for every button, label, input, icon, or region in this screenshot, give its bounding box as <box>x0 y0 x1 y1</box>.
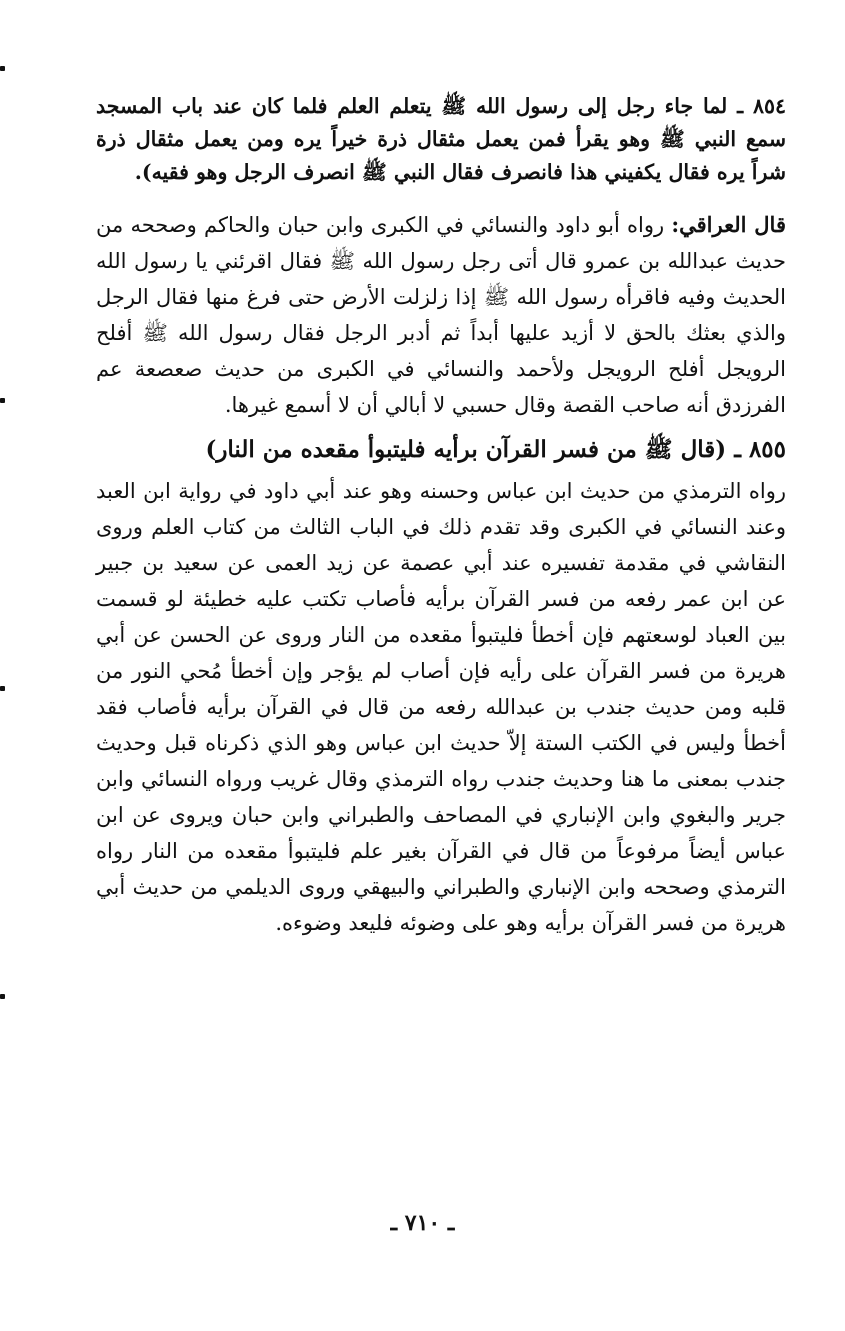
gutter-mark <box>0 994 5 999</box>
page-body <box>96 90 786 941</box>
commentary-text: رواه الترمذي من حديث ابن عباس وحسنه وهو عند أبي داود في رواية ابن العبد وعند النسائي في الكبرى وقد تقدم ذلك في الباب الثالث من كتاب العلم وروى النقاشي في مقدمة تفسيره عند أبي عصمة عن زيد العمى عن سعيد بن جبير عن ابن عمر رفعه من فسر القرآن برأيه فأصاب تكتب عليه خطيئة لو قسمت بين العباد لوسعتهم فإن أخطأ فليتبوأ مقعده من النار وروى عن الحسن عن أبي هريرة من فسر القرآن على رأيه فإن أصاب لم يؤجر وإن أخطأ مُحي النور من قلبه ومن حديث جندب بن عبدالله رفعه من قال في القرآن برأيه فأصاب فقد أخطأ وليس في الكتب الستة إلاّ حديث ابن عباس وهو الذي ذكرناه قبل وحديث جندب بمعنى ما هنا وحديث جندب رواه الترمذي وقال غريب ورواه النسائي وابن جرير والبغوي وابن الإنباري في المصاحف والطبراني وابن حبان ويروى عن ابن عباس أيضاً مرفوعاً من قال في القرآن بغير علم فليتبوأ مقعده من النار رواه الترمذي وصححه وابن الإنباري والطبراني والبيهقي وروى الديلمي من حديث أبي هريرة من فسر القرآن برأيه وهو على وضوئه فليعد وضوءه. <box>96 479 786 935</box>
entry-number: ٨٥٤ ـ <box>737 94 786 118</box>
commentary-lead: قال العراقي: <box>671 212 786 237</box>
hadith-text: لما جاء رجل إلى رسول الله ﷺ يتعلم العلم فلما كان عند باب المسجد سمع النبي ﷺ وهو يقرأ فمن يعمل مثقال ذرة خيراً يره ومن يعمل مثقال ذرة شراً يره فقال يكفيني هذا فانصرف فقال النبي ﷺ انصرف الرجل وهو فقيه). <box>96 94 786 184</box>
commentary-854 <box>96 207 786 423</box>
gutter-mark <box>0 686 5 691</box>
commentary-855 <box>96 473 786 941</box>
commentary-text: رواه أبو داود والنسائي في الكبرى وابن حبان والحاكم وصححه من حديث عبدالله بن عمرو قال أتى رجل رسول الله ﷺ فقال اقرئني يا رسول الله الحديث وفيه فاقرأه رسول الله ﷺ إذا زلزلت الأرض حتى فرغ منها فقال الرجل والذي بعثك بالحق لا أزيد عليها أبداً ثم أدبر الرجل فقال رسول الله ﷺ أفلح الرويجل أفلح الرويجل ولأحمد والنسائي في الكبرى من حديث صعصعة عم الفرزدق أنه صاحب القصة وقال حسبي لا أبالي أن لا أسمع غيرها. <box>96 213 786 417</box>
hadith-text: (قال ﷺ من فسر القرآن برأيه فليتبوأ مقعده من النار) <box>205 436 727 463</box>
page-number: ـ ٧١٠ ـ <box>390 1210 455 1236</box>
hadith-854 <box>96 90 786 189</box>
gutter-mark <box>0 66 5 71</box>
entry-number: ٨٥٥ ـ <box>734 436 786 463</box>
gutter-mark <box>0 398 5 403</box>
hadith-855 <box>96 431 786 469</box>
